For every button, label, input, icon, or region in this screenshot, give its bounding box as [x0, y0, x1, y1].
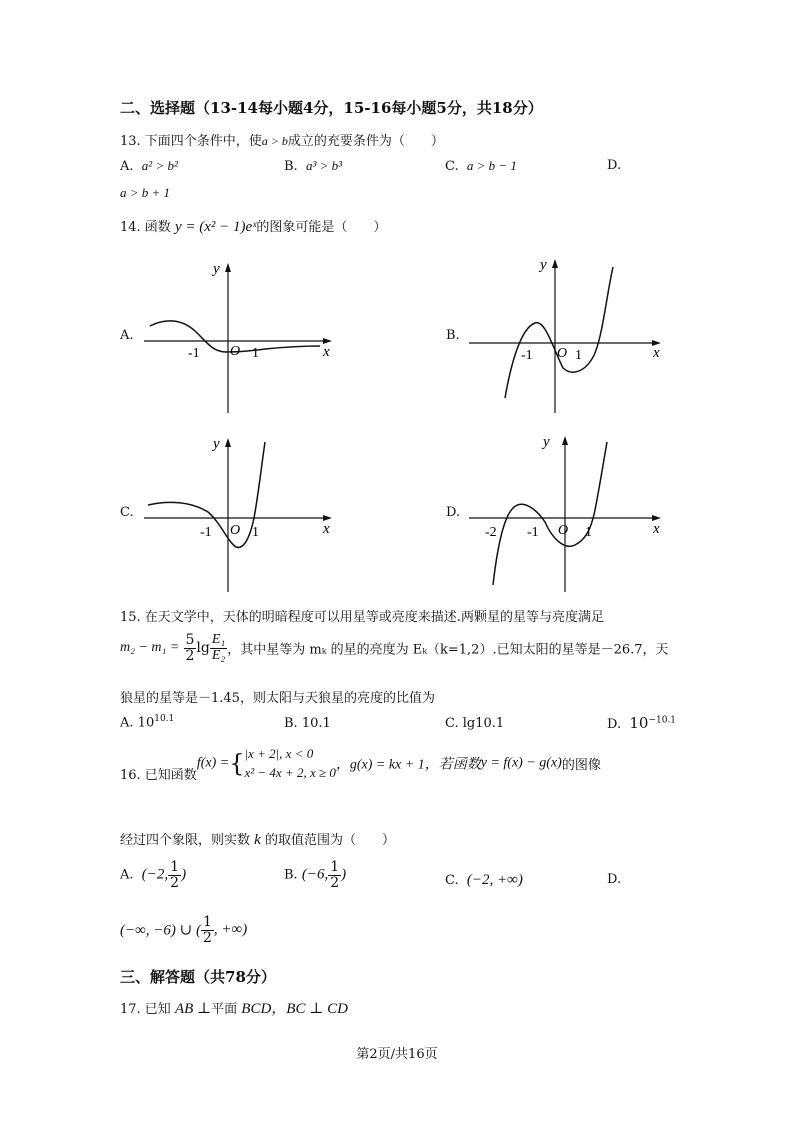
x-axis-label: x	[323, 344, 330, 360]
q13-stem-post: 成立的充要条件为（ ）	[287, 134, 444, 149]
q13-option-c[interactable]: C. a > b − 1	[445, 158, 517, 174]
tick-label: -1	[188, 346, 200, 361]
x-axis-label: x	[653, 345, 660, 361]
q13-option-b[interactable]: B. a³ > b³	[284, 158, 343, 174]
tick-label: -1	[200, 525, 212, 540]
curve	[493, 442, 607, 585]
y-axis-arrow	[552, 259, 558, 268]
x-axis-label: x	[323, 521, 330, 537]
tick-label: 1	[252, 525, 259, 540]
q13-option-d[interactable]: D.	[607, 158, 622, 173]
q14-graph-a	[140, 255, 340, 415]
q15-formula-line	[120, 633, 669, 663]
q16-option-a[interactable]: A. (−2, $\frac{1}{2}$ )	[120, 859, 187, 891]
q17-stem: 17. 已知 AB ⊥平面 BCD，BC ⊥ CD	[120, 1001, 348, 1017]
q15-stem-line2: ，其中星等为 mₖ 的星的亮度为 Eₖ（k=1,2）.已知太阳的星等是－26.7，天	[227, 642, 669, 658]
q13-option-d-value: a > b + 1	[120, 185, 171, 200]
y-axis-label: y	[540, 257, 547, 273]
q14-graph-d	[465, 430, 670, 595]
y-axis-arrow	[562, 436, 568, 445]
q13-option-a[interactable]: A. a² > b²	[120, 158, 178, 174]
page-footer: 第2页/共16页	[356, 1047, 438, 1062]
q16-option-d[interactable]: D.	[607, 872, 622, 887]
q16-yfx: y = f(x) − g(x)	[480, 755, 562, 771]
y-axis-label: y	[213, 261, 220, 277]
q16-cases: |x + 2|, x < 0 x² − 4x + 2, x ≥ 0	[244, 745, 336, 780]
origin-label: O	[230, 523, 241, 538]
q16-stem: 16. 已知函数f(x) ={ |x + 2|, x < 0 x² − 4x + 2, x ≥ 0 ，g(x) = kx + 1，若函数y = f(x) − g(x)的图像	[120, 745, 601, 783]
section-title: 三、解答题（共78分）	[120, 968, 276, 986]
tick-label: 1	[252, 346, 259, 361]
q16-option-d-value: (−∞, −6) ∪ ( $\frac{1}{2}$ , +∞)	[120, 914, 248, 946]
q14-function: y = (x² − 1)eˣ	[174, 219, 257, 235]
q13-condition: a > b	[261, 134, 288, 148]
q15-option-a[interactable]: A. $10^{10.1}$	[120, 714, 175, 731]
q15-lg: lg	[196, 640, 210, 657]
q15-stem-line1: 15. 在天文学中，天体的明暗程度可以用星等或亮度来描述.两颗星的星等与亮度满足	[120, 610, 604, 625]
q14-stem: 14. 函数 y = (x² − 1)eˣ的图象可能是（ ）	[120, 219, 387, 235]
q15-formula-lhs: m₂ − m₁ =	[120, 640, 180, 656]
q16-brace: {	[229, 749, 245, 778]
q14-option-b-label[interactable]: B.	[446, 328, 460, 343]
tick-label: 1	[575, 348, 582, 363]
q16-stem-line2: 经过四个象限，则实数 k 的取值范围为（ ）	[120, 832, 395, 848]
q15-option-b[interactable]: B. 10.1	[284, 716, 331, 731]
q15-stem-line3: 狼星的星等是－1.45，则太阳与天狼星的亮度的比值为	[120, 691, 435, 706]
tick-label: -2	[485, 525, 497, 540]
curve	[505, 267, 613, 398]
q15-option-c[interactable]: C. lg10.1	[445, 716, 505, 731]
y-axis-label: y	[543, 434, 550, 450]
section-title: 二、选择题（13-14每小题4分，15-16每小题5分，共18分）	[120, 99, 543, 117]
tick-label: -1	[527, 525, 539, 540]
y-axis-label: y	[213, 436, 220, 452]
q14-option-a-label[interactable]: A.	[120, 328, 134, 343]
q15-option-d[interactable]: D. $10^{-10.1}$	[607, 714, 677, 732]
y-axis-arrow	[225, 263, 231, 272]
q13-stem	[120, 130, 444, 149]
q15-frac-e1-e2: $\frac{\text{E₁}}{\text{E₂}}$	[211, 632, 226, 663]
tick-label: 1	[585, 525, 592, 540]
tick-label: -1	[521, 348, 533, 363]
q16-gx: ，g(x) = kx + 1，若函数	[335, 757, 481, 773]
q16-option-b[interactable]: B. (−6, $\frac{1}{2}$ )	[284, 859, 347, 891]
q14-graph-b	[465, 253, 670, 418]
q16-fx: f(x) =	[196, 755, 230, 771]
q14-graph-c	[140, 432, 340, 597]
x-axis-label: x	[653, 521, 660, 537]
q13-stem-pre: 13. 下面四个条件中，使	[120, 134, 262, 149]
q14-option-d-label[interactable]: D.	[446, 505, 461, 520]
q16-option-c[interactable]: C. (−2, +∞)	[445, 872, 523, 888]
origin-label: O	[230, 344, 241, 359]
q15-frac-5-2: $\frac{5}{2}$	[185, 632, 195, 664]
y-axis-arrow	[225, 438, 231, 447]
origin-label: O	[558, 523, 569, 538]
origin-label: O	[557, 346, 568, 361]
q14-option-c-label[interactable]: C.	[120, 505, 134, 520]
